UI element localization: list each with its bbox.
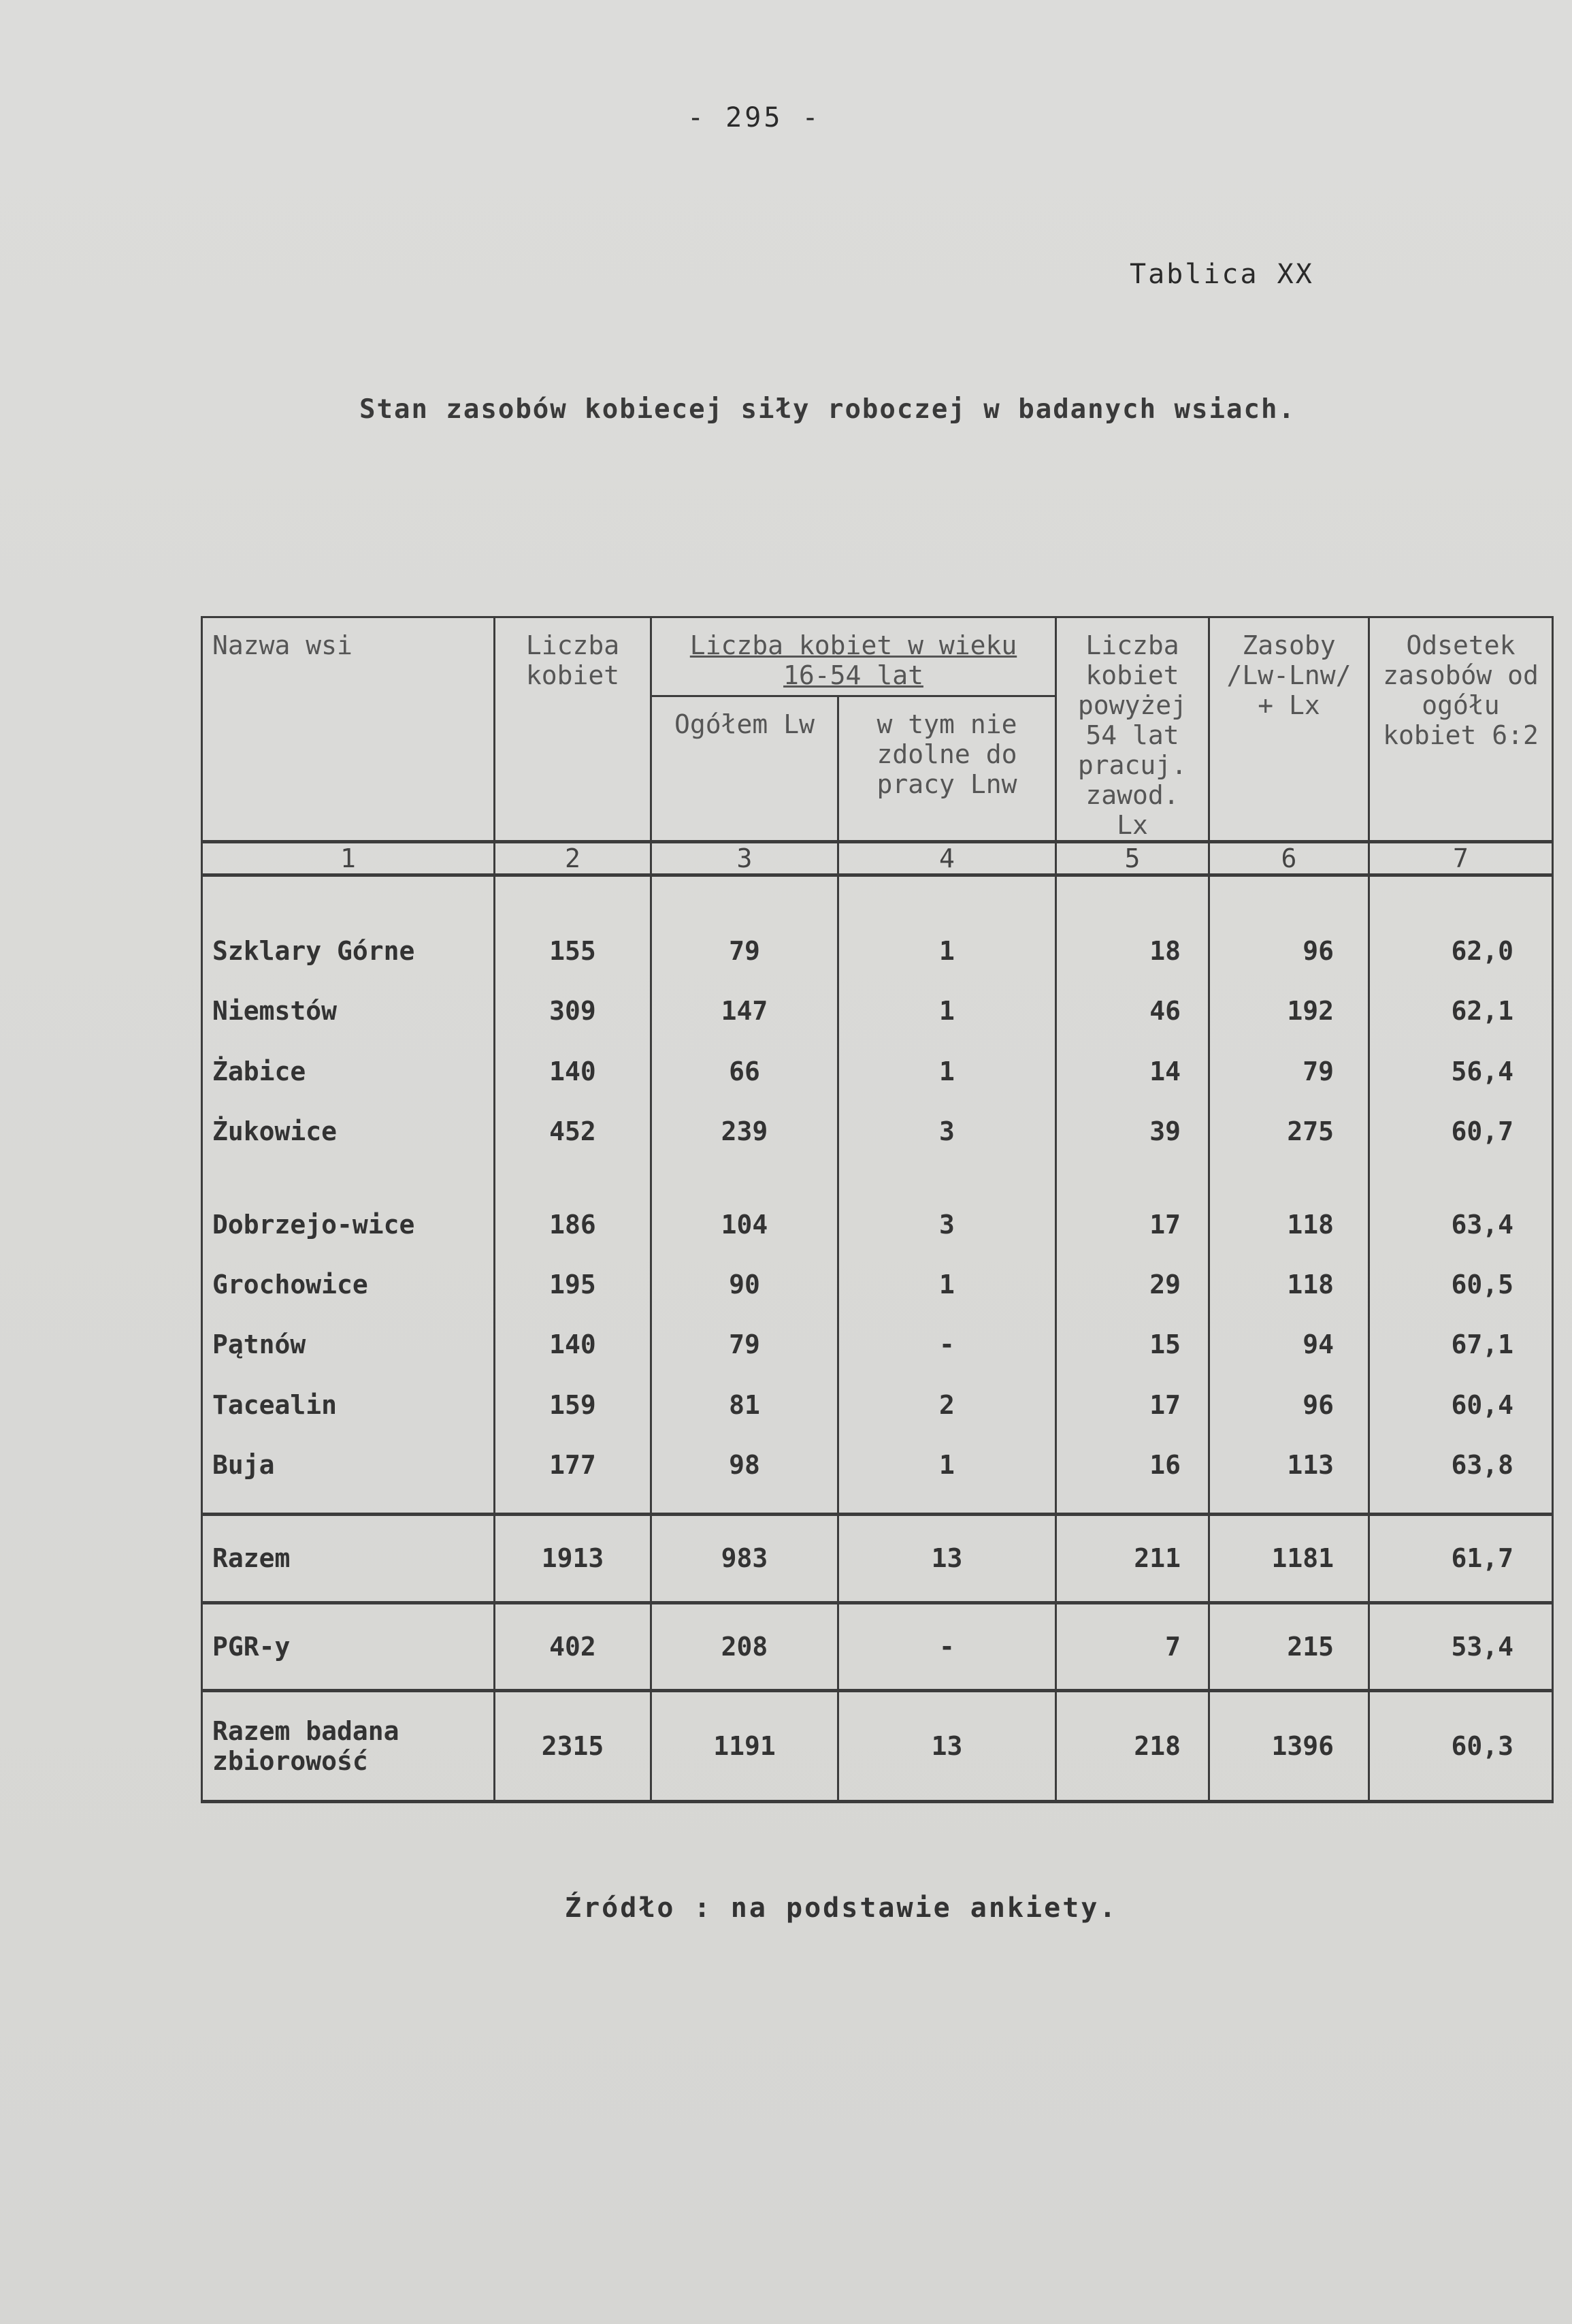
col-number: 2 [495, 842, 651, 875]
table-row [202, 1150, 1553, 1244]
col-number: 5 [1056, 842, 1209, 875]
grand-total-c3: 1191 [651, 1690, 838, 1801]
cell-c3: 79 [651, 1304, 838, 1363]
table-row [202, 1363, 1553, 1423]
village-name: Niemstów [202, 970, 495, 1030]
cell-c6: 275 [1209, 1091, 1369, 1150]
cell-c5: 17 [1056, 1150, 1209, 1244]
col-number: 3 [651, 842, 838, 875]
cell-c5: 14 [1056, 1030, 1209, 1090]
village-name: Pątnów [202, 1304, 495, 1363]
cell-c4: 1 [838, 970, 1056, 1030]
source-note: Źródło : na podstawie ankiety. [565, 1892, 1118, 1924]
cell-c5: 17 [1056, 1363, 1209, 1423]
village-name: Tacealin [202, 1363, 495, 1423]
cell-c5: 15 [1056, 1304, 1209, 1363]
cell-c2: 309 [495, 970, 651, 1030]
header-col1: Nazwa wsi [202, 617, 495, 842]
cell-c4: 3 [838, 1150, 1056, 1244]
cell-c6: 96 [1209, 1363, 1369, 1423]
cell-c3: 98 [651, 1424, 838, 1484]
village-name: Dobrzejo-wice [202, 1150, 495, 1244]
header-col5: Liczba kobiet powyżej 54 lat pracuj. zawod. Lx [1056, 617, 1209, 842]
total-c5: 211 [1056, 1515, 1209, 1602]
col-number: 7 [1369, 842, 1553, 875]
pgr-c4: - [838, 1602, 1056, 1690]
pgr-label: PGR-y [202, 1602, 495, 1690]
cell-c3: 81 [651, 1363, 838, 1423]
cell-c2: 140 [495, 1030, 651, 1090]
table-caption: Stan zasobów kobiecej siły roboczej w badanych wsiach. [359, 394, 1296, 425]
header-col6: Zasoby /Lw-Lnw/ + Lx [1209, 617, 1369, 842]
pgr-c7: 53,4 [1369, 1602, 1553, 1690]
header-group-col34: Liczba kobiet w wieku 16-54 lat [651, 617, 1056, 696]
table-row [202, 1030, 1553, 1090]
table-row [202, 1304, 1553, 1363]
grand-total-c7: 60,3 [1369, 1690, 1553, 1801]
cell-c4: 1 [838, 1424, 1056, 1484]
village-name: Buja [202, 1424, 495, 1484]
cell-c2: 195 [495, 1244, 651, 1304]
grand-total-c4: 13 [838, 1690, 1056, 1801]
cell-c3: 104 [651, 1150, 838, 1244]
cell-c4: - [838, 1304, 1056, 1363]
cell-c7: 60,5 [1369, 1244, 1553, 1304]
total-c3: 983 [651, 1515, 838, 1602]
table-row [202, 1091, 1553, 1150]
pgr-c2: 402 [495, 1602, 651, 1690]
header-col7: Odsetek zasobów od ogółu kobiet 6:2 [1369, 617, 1553, 842]
cell-c2: 140 [495, 1304, 651, 1363]
cell-c5: 29 [1056, 1244, 1209, 1304]
cell-c7: 62,0 [1369, 875, 1553, 970]
cell-c3: 147 [651, 970, 838, 1030]
cell-c3: 239 [651, 1091, 838, 1150]
cell-c6: 118 [1209, 1150, 1369, 1244]
grand-total-c6: 1396 [1209, 1690, 1369, 1801]
cell-c7: 67,1 [1369, 1304, 1553, 1363]
cell-c4: 1 [838, 1244, 1056, 1304]
pgr-c6: 215 [1209, 1602, 1369, 1690]
cell-c2: 159 [495, 1363, 651, 1423]
cell-c6: 96 [1209, 875, 1369, 970]
data-table [201, 616, 1554, 1803]
cell-c6: 79 [1209, 1030, 1369, 1090]
cell-c7: 63,8 [1369, 1424, 1553, 1484]
col-number: 6 [1209, 842, 1369, 875]
cell-c3: 79 [651, 875, 838, 970]
cell-c7: 60,7 [1369, 1091, 1553, 1150]
header-row [202, 617, 1553, 696]
cell-c5: 16 [1056, 1424, 1209, 1484]
cell-c4: 1 [838, 875, 1056, 970]
pgr-c5: 7 [1056, 1602, 1209, 1690]
cell-c3: 90 [651, 1244, 838, 1304]
grand-total-label: Razem badana zbiorowość [202, 1690, 495, 1801]
grand-total-c5: 218 [1056, 1690, 1209, 1801]
page-number: - 295 - [687, 102, 821, 133]
pgr-row [202, 1602, 1553, 1690]
cell-c7: 62,1 [1369, 970, 1553, 1030]
grand-total-c2: 2315 [495, 1690, 651, 1801]
cell-c7: 56,4 [1369, 1030, 1553, 1090]
table-row [202, 970, 1553, 1030]
cell-c2: 186 [495, 1150, 651, 1244]
table-row [202, 1244, 1553, 1304]
total-c6: 1181 [1209, 1515, 1369, 1602]
col-number: 1 [202, 842, 495, 875]
table-row [202, 875, 1553, 970]
header-col4: w tym nie zdolne do pracy Lnw [838, 696, 1056, 842]
cell-c5: 18 [1056, 875, 1209, 970]
cell-c7: 63,4 [1369, 1150, 1553, 1244]
total-c2: 1913 [495, 1515, 651, 1602]
cell-c6: 192 [1209, 970, 1369, 1030]
spacer-row [202, 1484, 1553, 1515]
total-c4: 13 [838, 1515, 1056, 1602]
village-name: Żabice [202, 1030, 495, 1090]
cell-c5: 46 [1056, 970, 1209, 1030]
total-c7: 61,7 [1369, 1515, 1553, 1602]
col-number: 4 [838, 842, 1056, 875]
cell-c5: 39 [1056, 1091, 1209, 1150]
table-body [202, 875, 1553, 1802]
header-col2: Liczba kobiet [495, 617, 651, 842]
village-name: Grochowice [202, 1244, 495, 1304]
total-row [202, 1515, 1553, 1602]
cell-c7: 60,4 [1369, 1363, 1553, 1423]
cell-c4: 2 [838, 1363, 1056, 1423]
cell-c2: 155 [495, 875, 651, 970]
table-label: Tablica XX [1130, 259, 1314, 290]
cell-c6: 113 [1209, 1424, 1369, 1484]
village-name: Szklary Górne [202, 875, 495, 970]
column-number-row [202, 842, 1553, 875]
table-row [202, 1424, 1553, 1484]
grand-total-row [202, 1690, 1553, 1801]
pgr-c3: 208 [651, 1602, 838, 1690]
village-name: Żukowice [202, 1091, 495, 1150]
cell-c4: 1 [838, 1030, 1056, 1090]
cell-c6: 94 [1209, 1304, 1369, 1363]
cell-c2: 177 [495, 1424, 651, 1484]
total-label: Razem [202, 1515, 495, 1602]
cell-c4: 3 [838, 1091, 1056, 1150]
cell-c3: 66 [651, 1030, 838, 1090]
header-col3: Ogółem Lw [651, 696, 838, 842]
cell-c2: 452 [495, 1091, 651, 1150]
cell-c6: 118 [1209, 1244, 1369, 1304]
